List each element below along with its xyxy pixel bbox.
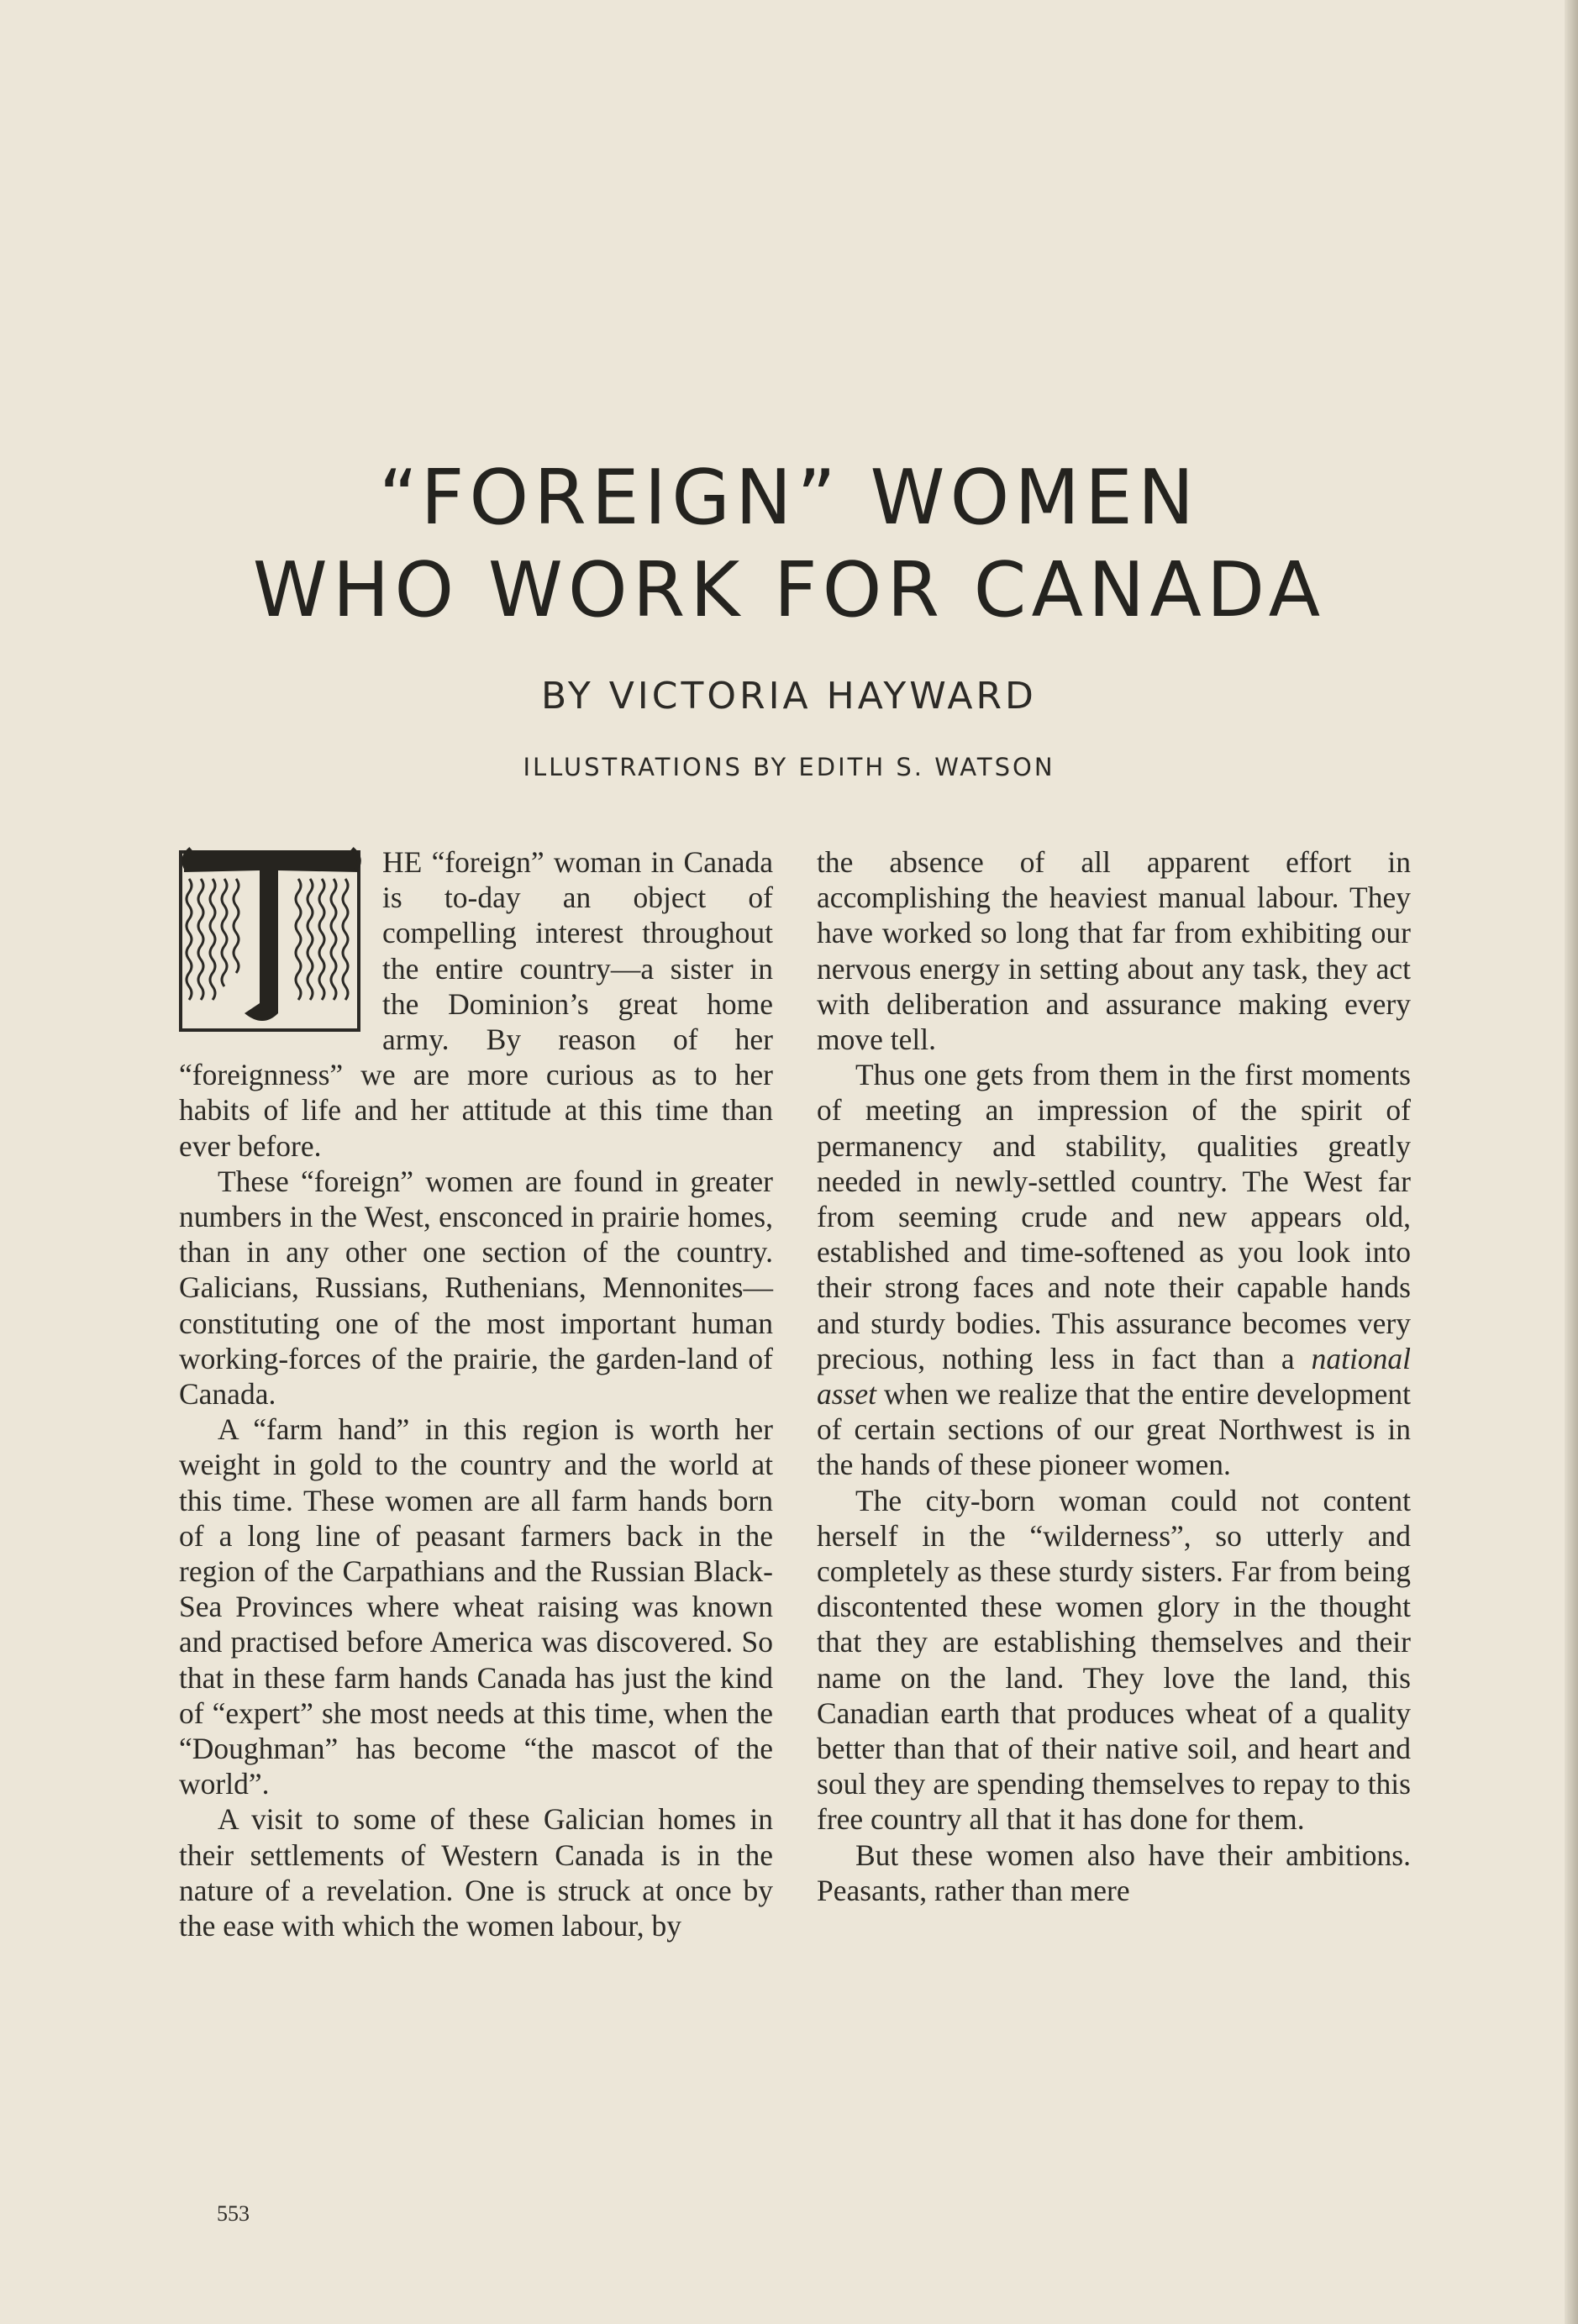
paragraph-8: But these women also have their ambitions. Peasants, rather than mere [817, 1838, 1411, 1907]
paragraph-5: the absence of all apparent effort in accomplishing the heaviest manual labour. They have worked so long that far from exhibiting our nervous energy in setting about any task, they act with deliberation and assurance making every move tell. [817, 845, 1411, 1057]
dropcap-t-icon [179, 845, 362, 1037]
paragraph-3: A “farm hand” in this region is worth her weight in gold to the country and the world at this time. These women are all farm hands born of a long line of peasant farmers back in the region of the Carpathians and the Russian Black-Sea Provinces where wheat raising was known and practised before America was discovered. So that in these farm hands Canada has just the kind of “expert” she most needs at this time, when the “Doughman” has become “the mascot of the world”. [179, 1412, 773, 1801]
page-number: 553 [217, 2201, 250, 2226]
paragraph-6-italic: national asset [817, 1341, 1411, 1412]
right-column [817, 844, 1411, 1908]
paragraph-6 [817, 1057, 1411, 1482]
paragraph-2: These “foreign” women are found in greater numbers in the West, ensconced in prairie homes, than in any other one section of the country. Galicians, Russians, Ruthenians, Mennonites—constituting one of the most important human working-forces of the prairie, the garden-land of Canada. [179, 1164, 773, 1412]
page-edge [1565, 0, 1578, 2324]
article-title-line-2: WHO WORK FOR CANADA [252, 546, 1326, 634]
paragraph-6-part-a: Thus one gets from them in the first moments of meeting an impression of the spirit of permanency and stability, qualities greatly needed in newly-settled country. The West far from seeming crude and new appears old, established and time-softened as you look into their strong faces and note their capable hands and sturdy bodies. This assurance becomes very precious, nothing less in fact than a [817, 1058, 1411, 1375]
paragraph-6-part-b: when we realize that the entire development of certain sections of our great Northwest is in the hands of these pioneer women. [817, 1377, 1412, 1482]
paragraph-1-text: HE “foreign” woman in Canada is to-day an object of compelling interest throughout the entire country—a sister in the Dominion’s great home army. By reason of her “foreignness” we are more curious as to her habits of life and her attitude at this time than ever before. [179, 845, 773, 1163]
byline: BY VICTORIA HAYWARD [541, 675, 1037, 718]
article-title-line-1: “FOREIGN” WOMEN [378, 454, 1200, 542]
left-column [179, 844, 773, 1943]
paragraph-7: The city-born woman could not content herself in the “wilderness”, so utterly and completely as these sturdy sisters. Far from being discontented these women glory in the thought that they are establishing themselves and their name on the land. They love the land, this Canadian earth that produces wheat of a quality better than that of their native soil, and heart and soul they are spending themselves to repay to this free country all that it has done for them. [817, 1483, 1411, 1837]
illustrations-credit: ILLUSTRATIONS BY EDITH S. WATSON [523, 753, 1055, 781]
dropcap-letter [179, 845, 362, 881]
paragraph-1 [179, 844, 773, 1164]
paragraph-4: A visit to some of these Galician homes in their settlements of Western Canada is in the nature of a revelation. One is struck at once by the ease with which the women labour, by [179, 1802, 773, 1943]
